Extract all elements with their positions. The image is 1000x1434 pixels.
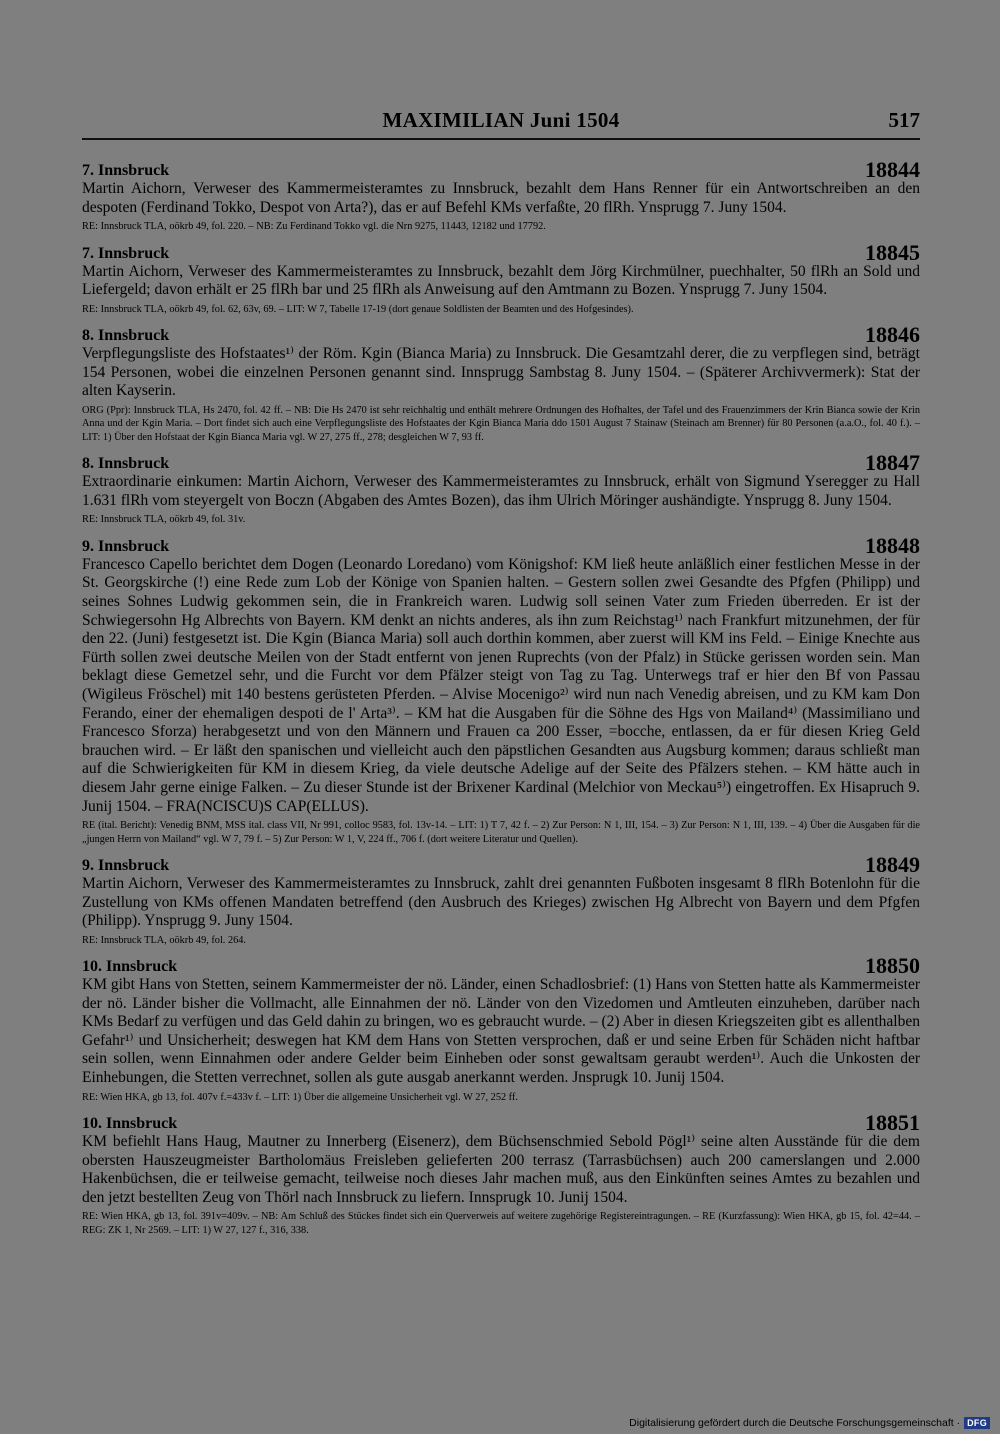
entry-body: Martin Aichorn, Verweser des Kammermeisteramtes zu Innsbruck, bezahlt dem Hans Renner für ein Antwortschreiben an den despoten (Ferdinand Tokko, Despot von Arta?), das er auf Befehl KMs verfaßte, 20 flRh. Ynsprugg 7. Juny 1504. xyxy=(82,180,920,216)
entry-number: 18849 xyxy=(865,851,920,877)
entry-number: 18850 xyxy=(865,953,920,979)
entry-body: Verpflegungsliste des Hofstaates¹⁾ der Röm. Kgin (Bianca Maria) zu Innsbruck. Die Gesamtzahl derer, die zu verpflegen sind, beträgt 154 Personen, wobei die einzelnen Personen genannt sind. Innsprugg Sambstag 8. Juny 1504. – (Späterer Archivvermerk): Stat der alten Kayserin. xyxy=(82,345,920,400)
entry-date: 8. Innsbruck xyxy=(82,455,170,473)
entry-date: 7. Innsbruck xyxy=(82,162,170,179)
entry-note: RE: Wien HKA, gb 13, fol. 407v f.=433v f. – LIT: 1) Über die allgemeine Unsicherheit vgl. W 27, 252 ff. xyxy=(82,1091,518,1103)
entry-number: 18844 xyxy=(865,157,920,182)
entry-note: RE: Wien HKA, gb 13, fol. 391v=409v. – NB: Am Schluß des Stückes findet sich ein Querverweis auf weitere zugehörige Registereintragungen. – RE (Kurzfassung): Wien HKA, gb 15, fol. 42=44. – REG: ZK 1, Nr 2569. – LIT: 1) W 27, 127 f., 316, 338. xyxy=(82,1211,920,1236)
entry-date: 8. Innsbruck xyxy=(82,327,170,345)
entry-date: 9. Innsbruck xyxy=(82,856,170,874)
entry-18847 xyxy=(82,450,920,527)
entry-heading xyxy=(82,157,920,182)
entry-body: Extraordinarie einkumen: Martin Aichorn, Verweser des Kammermeisteramtes zu Innsbruck, erhält von Sigmund Yseregger zu Hall 1.631 flRh vom steyergelt von Boczn (Abgaben des Amtes Bozen), das ihm Ulrich Möringer aushändigte. Ynsprugg 8. Juny 1504. xyxy=(82,473,920,509)
digitization-footer xyxy=(629,1417,990,1429)
entry-heading xyxy=(82,322,920,348)
entry-note: RE: Innsbruck TLA, oökrb 49, fol. 31v. xyxy=(82,514,246,526)
entry-note: RE (ital. Bericht): Venedig BNM, MSS ital. class VII, Nr 991, colloc 9583, fol. 13v-14. – LIT: 1) T 7, 42 f. – 2) Zur Person: N 1, III, 154. – 3) Zur Person: N 1, III, 139. – 4) Über die Ausgaben für die „jungen Herrn von Mailand“ vgl. W 7, 79 f. – 5) Zur Person: W 1, V, 224 ff., 706 f. (dort weitere Literatur und Quellen). xyxy=(82,820,920,845)
entry-body: Martin Aichorn, Verweser des Kammermeisteramtes zu Innsbruck, bezahlt dem Jörg Kirchmülner, puechhalter, 50 flRh an Sold und Liefergeld; davon erhält er 25 flRh bar und 25 flRh als Anweisung auf den Amtmann zu Bozen. Ynsprugg 7. Juny 1504. xyxy=(82,262,920,299)
entry-heading xyxy=(82,532,920,558)
entry-18845 xyxy=(82,239,920,317)
entry-number: 18848 xyxy=(865,532,920,558)
entry-18844 xyxy=(82,157,920,234)
entry-date: 9. Innsbruck xyxy=(82,537,170,555)
entry-heading xyxy=(82,851,920,877)
entry-18846 xyxy=(82,322,920,444)
entry-date: 7. Innsbruck xyxy=(82,244,170,262)
entry-18851 xyxy=(82,1110,920,1237)
entry-heading xyxy=(82,450,920,476)
entry-date: 10. Innsbruck xyxy=(82,1115,178,1133)
page-header xyxy=(82,108,920,140)
entry-note: RE: Innsbruck TLA, oökrb 49, fol. 220. – NB: Zu Ferdinand Tokko vgl. die Nrn 9275, 11443, 12182 und 17792. xyxy=(82,221,546,233)
entry-note: RE: Innsbruck TLA, oökrb 49, fol. 264. xyxy=(82,934,246,946)
entry-number: 18845 xyxy=(865,239,920,265)
entry-date: 10. Innsbruck xyxy=(82,958,178,976)
entry-18850 xyxy=(82,953,920,1104)
entry-body: Martin Aichorn, Verweser des Kammermeisteramtes zu Innsbruck, zahlt drei genannten Fußboten insgesamt 8 flRh Botenlohn für die Zustellung von KMs offenen Mandaten betreffend (den Ausbruch des Krieges) zwischen Hg Albrecht von Bayern und dem Pfgfen (Philipp). Ynsprugg 9. Juny 1504. xyxy=(82,874,920,930)
entry-body: Francesco Capello berichtet dem Dogen (Leonardo Loredano) vom Königshof: KM ließ heute anläßlich einer festlichen Messe in der St. Georgskirche (!) eine Rede zum Lob der Könige von Spanien halten. – Gestern sollen zwei Gesandte des Pfgfen (Philipp) und seines Sohnes Ludwig gekommen sein, die in Frankreich waren. Ludwig soll seinen Vater zum Frieden überreden. Er ist der Schwiegersohn Hg Albrechts von Bayern. KM denkt an nichts anderes, als ihn zum Reichstag¹⁾ nach Frankfurt mitzunehmen, der für den 22. (Juni) festgesetzt ist. Die Kgin (Bianca Maria) soll auch dorthin kommen, aber zuerst will KM ins Feld. – Einige Knechte aus Fürth sollen zwei deutsche Meilen von der Stadt entfernt von jenen Ruprechts (von der Pfalz) in Stücke gerissen worden sein. Man beklagt diese Gemetzel sehr, und die Furcht vor dem Pfälzer steigt von Tag zu Tag. Unterwegs traf er hier den Bf von Passau (Wigileus Fröschel) mit 140 bestens gerüsteten Pferden. – Alvise Mocenigo²⁾ wird nun nach Venedig abreisen, und zu KM kam Don Ferando, einer der ehemaligen despoti de l' Arta³⁾. – KM hat die Ausgaben für die Söhne des Hgs von Mailand⁴⁾ (Massimiliano und Francesco Sforza) herabgesetzt und von den Männern und Frauen ca 200 Esser, =bocche, entlassen, da er für diesen Krieg Geld brauchen wird. – Er läßt den spanischen und vielleicht auch den päpstlichen Gesandten aus Augsburg kommen; daraus schließt man auf die Schwierigkeiten für KM in diesem Krieg, da viele deutsche Adelige auf der Seite des Pfälzers stehen. – KM hätte auch in diesem Jahr gerne einige Falken. – Zu dieser Stunde ist der Brixener Kardinal (Melchior von Meckau⁵⁾) eingetroffen. Ex Hisapruch 9. Junij 1504. – FRA(NCISCU)S CAP(ELLUS). xyxy=(82,555,920,815)
page-number: 517 xyxy=(888,108,920,132)
entry-heading xyxy=(82,1110,920,1136)
entry-note: ORG (Ppr): Innsbruck TLA, Hs 2470, fol. 42 ff. – NB: Die Hs 2470 ist sehr reichhaltig und enthält mehrere Ordnungen des Hofhaltes, der Tafel und des Frauenzimmers der Krin Bianca sowie der Krin Anna und der Kgin Maria. – Dort findet sich auch eine Verpflegungsliste des Hofstaates der Kgin Bianca Maria ddo 1501 August 7 Stainaw (Steinach am Brenner) für 80 Personen (a.a.O., fol. 40 f.). – LIT: 1) Über den Hofstaat der Kgin Bianca Maria vgl. W 27, 275 ff., 278; desgleichen W 7, 93 ff. xyxy=(82,404,920,443)
entry-number: 18847 xyxy=(865,450,920,476)
entry-number: 18851 xyxy=(865,1110,920,1136)
entries-list xyxy=(82,157,920,1237)
entry-heading xyxy=(82,239,920,265)
entry-18848 xyxy=(82,532,920,846)
entry-body: KM befiehlt Hans Haug, Mautner zu Innerberg (Eisenerz), dem Büchsenschmied Sebold Pögl¹⁾ seine alten Ausstände für die dem obersten Hauszeugmeister Bartholomäus Freisleben gelieferten 200 terrasz (Tarrasbüchsen) auch 200 camerslangen und 2.000 Hakenbüchsen, die er teilweise gemacht, teilweise noch dieses Jahr machen muß, aus den Einkünften seines Amtes zu bezahlen und den jetzt bestellten Zeug von Thörl nach Innsbruck zu liefern. Innsprugk 10. Junij 1504. xyxy=(82,1133,920,1206)
entry-body: KM gibt Hans von Stetten, seinem Kammermeister der nö. Länder, einen Schadlosbrief: (1) Hans von Stetten hatte als Kammermeister der nö. Länder bisher die Vollmacht, alle Einnahmen der nö. Länder von den Vizedomen und Amtleuten einzuheben, darüber nach KMs Bedarf zu verfügen und das Geld dahin zu bringen, wo es gebraucht wurde. – (2) Aber in diesen Kriegszeiten gibt es allenthalben Gefahr¹⁾ und Unsicherheit; deswegen hat KM dem Hans von Stetten versprochen, daß er und seine Erben für Schäden nicht haftbar sein sollen, wenn Einnahmen oder andere Gelder beim Einheben oder sonst gewaltsam geraubt werden¹⁾. Auch die Unkosten der Einhebungen, die Stetten verrechnet, sollen als gute ausgab anerkannt werden. Jnsprugk 10. Junij 1504. xyxy=(82,976,920,1087)
entry-note: RE: Innsbruck TLA, oökrb 49, fol. 62, 63v, 69. – LIT: W 7, Tabelle 17-19 (dort genaue Soldlisten der Beamten und des Hofgesindes). xyxy=(82,303,634,315)
entry-heading xyxy=(82,953,920,979)
footer-text: Digitalisierung gefördert durch die Deutsche Forschungsgemeinschaft · xyxy=(629,1417,961,1429)
entry-18849 xyxy=(82,851,920,947)
running-title: MAXIMILIAN Juni 1504 xyxy=(382,108,620,132)
document-page xyxy=(82,108,920,1246)
entry-number: 18846 xyxy=(865,322,920,348)
dfg-logo: DFG xyxy=(964,1417,990,1429)
